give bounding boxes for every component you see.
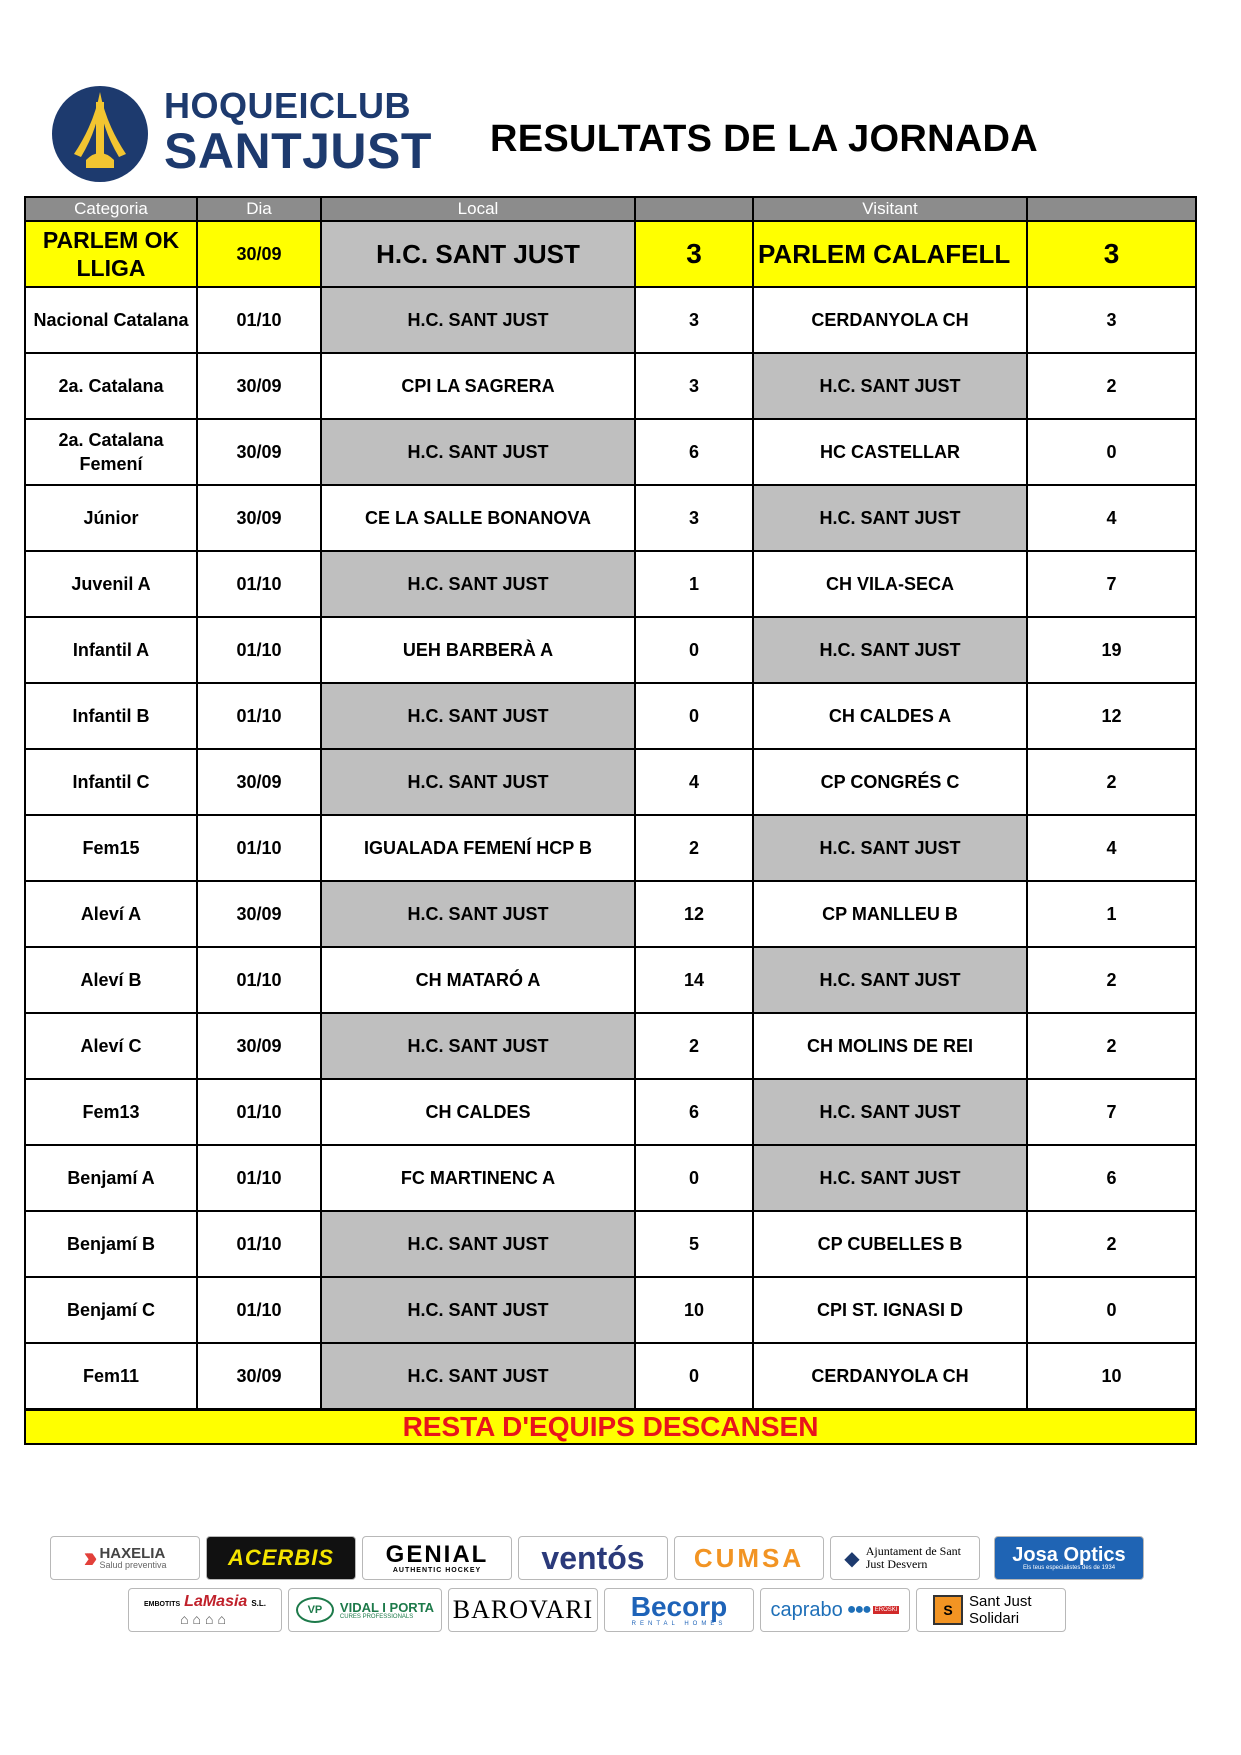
visitor-score-cell: 2 <box>1027 1013 1196 1079</box>
local-score-cell: 4 <box>635 749 753 815</box>
local-score-cell: 0 <box>635 683 753 749</box>
category-cell: Infantil B <box>25 683 197 749</box>
category-cell: PARLEM OK LLIGA <box>25 221 197 287</box>
local-score-cell: 3 <box>635 287 753 353</box>
visitor-score-cell: 0 <box>1027 1277 1196 1343</box>
local-team-cell: H.C. SANT JUST <box>321 1211 635 1277</box>
sponsor-haxelia-tagline: Salud preventiva <box>99 1560 167 1570</box>
table-row <box>25 551 1196 617</box>
sponsor-ajuntament <box>830 1536 980 1580</box>
sponsor-barovari <box>448 1588 598 1632</box>
visitor-score-cell: 1 <box>1027 881 1196 947</box>
results-table <box>24 196 1197 1445</box>
date-cell: 30/09 <box>197 1343 321 1410</box>
date-cell: 30/09 <box>197 881 321 947</box>
sponsor-vidal-porta <box>288 1588 442 1632</box>
category-cell: Benjamí C <box>25 1277 197 1343</box>
puzzle-icon: S <box>933 1595 963 1625</box>
local-score-cell: 12 <box>635 881 753 947</box>
visitor-team-cell: CH CALDES A <box>753 683 1027 749</box>
table-row <box>25 749 1196 815</box>
sponsor-ajuntament-name: Ajuntament de Sant Just Desvern <box>865 1544 962 1571</box>
visitor-team-cell: CH VILA-SECA <box>753 551 1027 617</box>
sponsor-lamasia-prefix: EMBOTITS <box>144 1601 181 1608</box>
date-cell: 30/09 <box>197 1013 321 1079</box>
local-score-cell: 14 <box>635 947 753 1013</box>
visitor-score-cell: 4 <box>1027 485 1196 551</box>
dots-icon: ●●● <box>846 1601 870 1618</box>
category-cell: Nacional Catalana <box>25 287 197 353</box>
local-team-cell: UEH BARBERÀ A <box>321 617 635 683</box>
category-cell: 2a. Catalana Femení <box>25 419 197 485</box>
sponsor-ventos <box>518 1536 668 1580</box>
vp-icon: VP <box>296 1597 334 1623</box>
sponsor-caprabo <box>760 1588 910 1632</box>
table-row <box>25 683 1196 749</box>
date-cell: 30/09 <box>197 221 321 287</box>
footer-row <box>25 1410 1196 1445</box>
visitor-score-cell: 10 <box>1027 1343 1196 1410</box>
category-cell: Benjamí B <box>25 1211 197 1277</box>
visitor-score-cell: 3 <box>1027 221 1196 287</box>
sponsor-vidal-porta-name: VIDAL I PORTA <box>339 1599 435 1615</box>
local-team-cell: H.C. SANT JUST <box>321 749 635 815</box>
visitor-score-cell: 12 <box>1027 683 1196 749</box>
local-score-cell: 2 <box>635 1013 753 1079</box>
visitor-team-cell: CH MOLINS DE REI <box>753 1013 1027 1079</box>
visitor-score-cell: 0 <box>1027 419 1196 485</box>
date-cell: 01/10 <box>197 617 321 683</box>
visitor-team-cell: CPI ST. IGNASI D <box>753 1277 1027 1343</box>
local-team-cell: H.C. SANT JUST <box>321 1277 635 1343</box>
diamond-icon: ◆ <box>844 1547 860 1570</box>
local-score-cell: 0 <box>635 617 753 683</box>
visitor-score-cell: 19 <box>1027 617 1196 683</box>
visitor-score-cell: 7 <box>1027 1079 1196 1145</box>
sponsor-josa-name: Josa Optics <box>1012 1544 1126 1566</box>
sponsor-becorp <box>604 1588 754 1632</box>
local-team-cell: H.C. SANT JUST <box>321 551 635 617</box>
sponsor-lamasia <box>128 1588 282 1632</box>
sponsor-acerbis-name: ACERBIS <box>227 1545 334 1570</box>
visitor-team-cell: CERDANYOLA CH <box>753 287 1027 353</box>
date-cell: 01/10 <box>197 1079 321 1145</box>
header-category: Categoria <box>25 197 197 221</box>
table-row <box>25 1145 1196 1211</box>
table-row <box>25 353 1196 419</box>
local-score-cell: 6 <box>635 419 753 485</box>
rest-teams-notice: RESTA D'EQUIPS DESCANSEN <box>25 1410 1196 1445</box>
table-row <box>25 617 1196 683</box>
local-team-cell: CH CALDES <box>321 1079 635 1145</box>
sponsor-becorp-tagline: RENTAL HOMES <box>631 1621 727 1627</box>
header-local-score <box>635 197 753 221</box>
local-team-cell: H.C. SANT JUST <box>321 287 635 353</box>
date-cell: 01/10 <box>197 1277 321 1343</box>
date-cell: 30/09 <box>197 485 321 551</box>
sponsor-genial-tagline: AUTHENTIC HOCKEY <box>392 1566 482 1574</box>
visitor-team-cell: CP CUBELLES B <box>753 1211 1027 1277</box>
date-cell: 01/10 <box>197 1211 321 1277</box>
visitor-team-cell: CP CONGRÉS C <box>753 749 1027 815</box>
chevrons-icon: ››› <box>83 1541 90 1574</box>
sponsor-ventos-name: ventós <box>541 1539 645 1576</box>
header-visitor-score <box>1027 197 1196 221</box>
date-cell: 01/10 <box>197 815 321 881</box>
local-team-cell: H.C. SANT JUST <box>321 1343 635 1410</box>
visitor-score-cell: 3 <box>1027 287 1196 353</box>
category-cell: Infantil C <box>25 749 197 815</box>
sponsor-becorp-name: Becorp <box>630 1591 728 1622</box>
category-cell: 2a. Catalana <box>25 353 197 419</box>
category-cell: Infantil A <box>25 617 197 683</box>
club-name <box>164 85 432 179</box>
local-score-cell: 1 <box>635 551 753 617</box>
visitor-team-cell: H.C. SANT JUST <box>753 353 1027 419</box>
sponsor-caprabo-name: caprabo <box>770 1598 843 1621</box>
date-cell: 30/09 <box>197 419 321 485</box>
sponsor-vidal-porta-tagline: CURES PROFESSIONALS <box>339 1613 414 1620</box>
local-score-cell: 5 <box>635 1211 753 1277</box>
date-cell: 30/09 <box>197 353 321 419</box>
table-row <box>25 419 1196 485</box>
local-team-cell: H.C. SANT JUST <box>321 1013 635 1079</box>
category-cell: Aleví B <box>25 947 197 1013</box>
farmhouse-icon: ⌂⌂⌂⌂ <box>180 1611 230 1627</box>
local-team-cell: CH MATARÓ A <box>321 947 635 1013</box>
category-cell: Júnior <box>25 485 197 551</box>
table-row <box>25 287 1196 353</box>
visitor-team-cell: H.C. SANT JUST <box>753 815 1027 881</box>
club-logo <box>50 84 150 184</box>
local-team-cell: H.C. SANT JUST <box>321 683 635 749</box>
visitor-team-cell: H.C. SANT JUST <box>753 1145 1027 1211</box>
local-score-cell: 3 <box>635 353 753 419</box>
table-row <box>25 881 1196 947</box>
page-title: RESULTATS DE LA JORNADA <box>490 118 1039 160</box>
category-cell: Juvenil A <box>25 551 197 617</box>
sponsor-barovari-name: BAROVARI <box>452 1595 594 1624</box>
date-cell: 30/09 <box>197 749 321 815</box>
sponsor-josa-tagline: Els teus especialistes des de 1934 <box>1022 1565 1116 1571</box>
date-cell: 01/10 <box>197 551 321 617</box>
table-header-row <box>25 197 1196 221</box>
table-row <box>25 1343 1196 1410</box>
category-cell: Benjamí A <box>25 1145 197 1211</box>
table-row <box>25 485 1196 551</box>
category-cell: Fem13 <box>25 1079 197 1145</box>
category-cell: Fem15 <box>25 815 197 881</box>
date-cell: 01/10 <box>197 947 321 1013</box>
local-score-cell: 0 <box>635 1145 753 1211</box>
visitor-score-cell: 6 <box>1027 1145 1196 1211</box>
sponsor-josa <box>994 1536 1144 1580</box>
table-row <box>25 947 1196 1013</box>
table-row <box>25 221 1196 287</box>
visitor-score-cell: 7 <box>1027 551 1196 617</box>
visitor-team-cell: H.C. SANT JUST <box>753 617 1027 683</box>
visitor-team-cell: H.C. SANT JUST <box>753 485 1027 551</box>
table-row <box>25 1211 1196 1277</box>
sponsor-haxelia-name: HAXELIA <box>99 1545 166 1562</box>
date-cell: 01/10 <box>197 683 321 749</box>
local-team-cell: H.C. SANT JUST <box>321 419 635 485</box>
visitor-score-cell: 4 <box>1027 815 1196 881</box>
local-score-cell: 10 <box>635 1277 753 1343</box>
club-name-line1: HOQUEICLUB <box>164 85 411 126</box>
header-visitor: Visitant <box>753 197 1027 221</box>
local-score-cell: 2 <box>635 815 753 881</box>
sponsor-sant-just-solidari-name: Sant Just Solidari <box>969 1593 1032 1627</box>
sponsor-haxelia <box>50 1536 200 1580</box>
visitor-team-cell: CP MANLLEU B <box>753 881 1027 947</box>
date-cell: 01/10 <box>197 1145 321 1211</box>
visitor-team-cell: H.C. SANT JUST <box>753 947 1027 1013</box>
local-score-cell: 6 <box>635 1079 753 1145</box>
header-date: Dia <box>197 197 321 221</box>
sponsor-lamasia-name: LaMasia <box>184 1593 248 1610</box>
table-row <box>25 1079 1196 1145</box>
table-row <box>25 815 1196 881</box>
table-row <box>25 1013 1196 1079</box>
visitor-team-cell: HC CASTELLAR <box>753 419 1027 485</box>
date-cell: 01/10 <box>197 287 321 353</box>
local-score-cell: 3 <box>635 485 753 551</box>
local-team-cell: H.C. SANT JUST <box>321 221 635 287</box>
local-team-cell: IGUALADA FEMENÍ HCP B <box>321 815 635 881</box>
table-row <box>25 1277 1196 1343</box>
visitor-score-cell: 2 <box>1027 749 1196 815</box>
category-cell: Aleví A <box>25 881 197 947</box>
local-team-cell: CPI LA SAGRERA <box>321 353 635 419</box>
visitor-score-cell: 2 <box>1027 1211 1196 1277</box>
visitor-team-cell: H.C. SANT JUST <box>753 1079 1027 1145</box>
local-team-cell: FC MARTINENC A <box>321 1145 635 1211</box>
local-score-cell: 0 <box>635 1343 753 1410</box>
sponsor-cumsa-name: CUMSA <box>693 1542 805 1573</box>
sponsor-lamasia-suffix: S.L. <box>251 1599 266 1608</box>
visitor-score-cell: 2 <box>1027 947 1196 1013</box>
sponsor-genial <box>362 1536 512 1580</box>
category-cell: Aleví C <box>25 1013 197 1079</box>
sponsor-genial-name: GENIAL <box>385 1540 489 1568</box>
local-team-cell: H.C. SANT JUST <box>321 881 635 947</box>
header-local: Local <box>321 197 635 221</box>
visitor-team-cell: PARLEM CALAFELL <box>753 221 1027 287</box>
sponsor-acerbis <box>206 1536 356 1580</box>
club-name-line2: SANTJUST <box>164 123 432 179</box>
visitor-team-cell: CERDANYOLA CH <box>753 1343 1027 1410</box>
local-score-cell: 3 <box>635 221 753 287</box>
sponsor-cumsa <box>674 1536 824 1580</box>
sponsor-caprabo-eroski: EROSKI <box>874 1607 898 1613</box>
local-team-cell: CE LA SALLE BONANOVA <box>321 485 635 551</box>
sponsor-sant-just-solidari <box>916 1588 1066 1632</box>
visitor-score-cell: 2 <box>1027 353 1196 419</box>
category-cell: Fem11 <box>25 1343 197 1410</box>
